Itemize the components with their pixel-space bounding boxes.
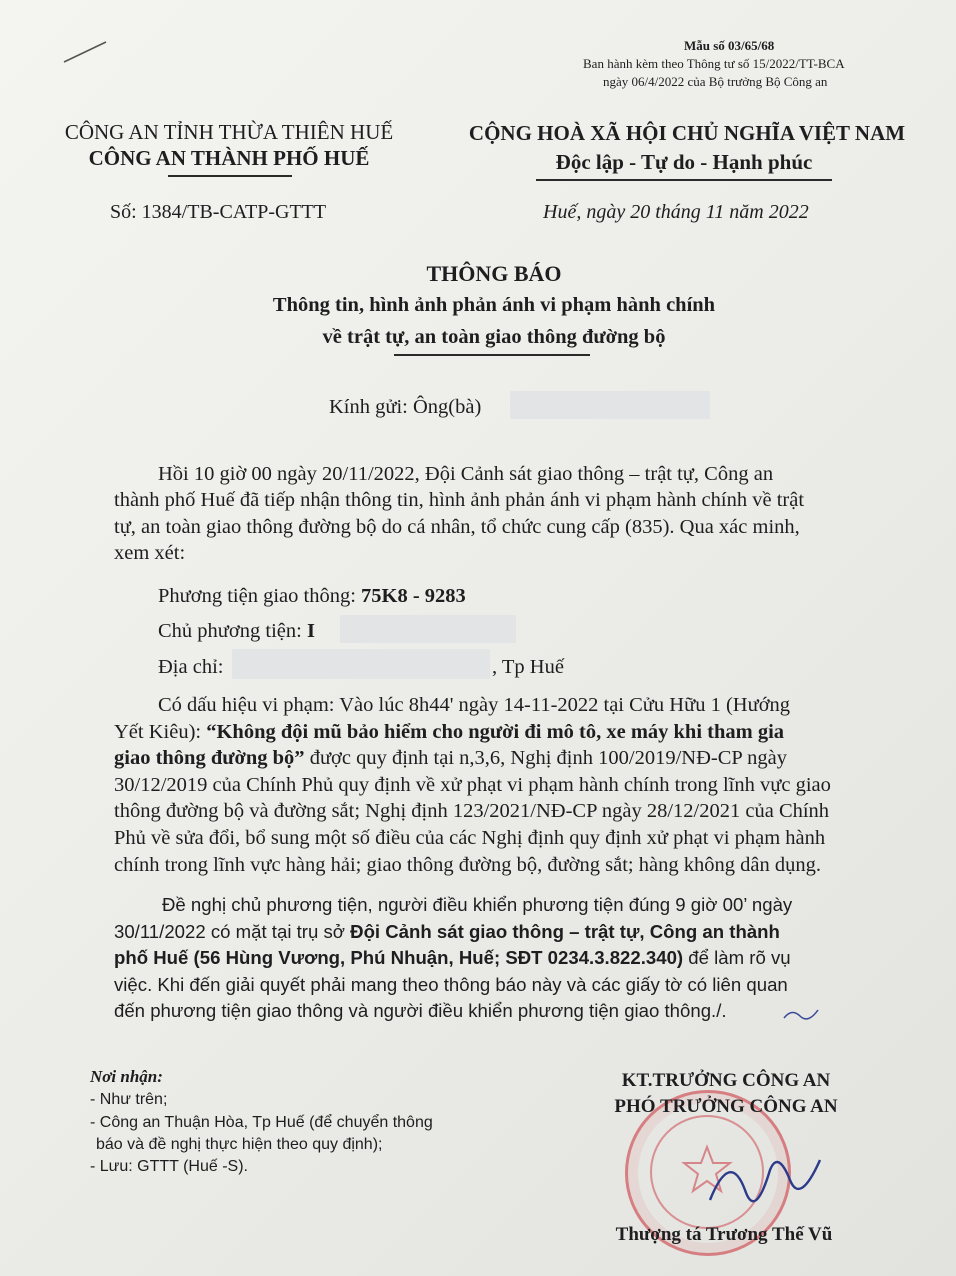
address-label: Địa chỉ: [158,656,224,678]
redacted-owner-name [340,615,516,643]
violation-offense-cont: giao thông đường bộ” [114,747,305,770]
title-underline [394,354,590,356]
violation-location: Yết Kiêu): [114,720,207,743]
request-line [114,945,904,972]
request-appear-at: 30/11/2022 có mặt tại trụ sở [114,920,351,942]
owner-label: Chủ phương tiện: [158,620,307,642]
redacted-address [232,649,490,679]
vehicle-label: Phương tiện giao thông: [158,585,362,607]
owner-row [158,618,315,644]
receiver-item: báo và đề nghị thực hiện theo quy định); [96,1136,383,1153]
owner-value: I [306,620,315,642]
intro-line: tự, an toàn giao thông đường bộ do cá nhân, tổ chức cung cấp (835). Qua xác minh, [114,515,800,538]
signer-name: Thượng tá Trương Thế Vũ [615,1224,833,1245]
issuer-underline [168,175,292,177]
intro-paragraph [114,461,894,567]
receiver-item: - Như trên; [90,1091,168,1108]
intro-line: Hồi 10 giờ 00 ngày 20/11/2022, Đội Cảnh sát giao thông – trật tự, Công an [158,463,774,485]
request-purpose: để làm rõ vụ [683,947,791,969]
violation-line: 30/12/2019 của Chính Phủ quy định về xử phạt vi phạm hành chính trong lĩnh vực giao [114,773,831,796]
form-number: Mẫu số 03/65/68 [684,38,775,53]
signature-title-1: KT.TRƯỞNG CÔNG AN [621,1070,831,1091]
doc-number: Số: 1384/TB-CATP-GTTT [110,201,327,223]
violation-line [114,745,894,772]
form-issued-with: Ban hành kèm theo Thông tư số 15/2022/TT-BCA [583,56,845,71]
violation-legal-basis: được quy định tại n,3,6, Nghị định 100/2019/NĐ-CP ngày [304,747,787,770]
pen-tick-icon [782,1004,822,1026]
issuer-line2: CÔNG AN THÀNH PHỐ HUẾ [88,146,370,170]
violation-offense: “Không đội mũ bảo hiểm cho người đi mô tô, xe máy khi tham gia [206,720,785,743]
request-line: đến phương tiện giao thông và người điều khiển phương tiện giao thông./. [114,1000,727,1022]
violation-line [114,719,894,746]
request-line: Đề nghị chủ phương tiện, người điều khiển phương tiện đúng 9 giờ 00’ ngày [162,894,793,915]
violation-paragraph [114,692,894,878]
national-motto: Độc lập - Tự do - Hạnh phúc [555,150,813,174]
issuer-line1: CÔNG AN TỈNH THỪA THIÊN HUẾ [64,120,394,144]
form-issued-date: ngày 06/4/2022 của Bộ trưởng Bộ Công an [603,74,828,89]
redacted-recipient-name [510,391,710,419]
request-office: Đội Cảnh sát giao thông – trật tự, Công an thành [350,920,780,942]
recipient-label: Kính gửi: Ông(bà) [329,396,482,418]
vehicle-plate: 75K8 - 9283 [361,585,466,607]
request-line: việc. Khi đến giải quyết phải mang theo thông báo này và các giấy tờ có liên quan [114,973,788,995]
notice-title: THÔNG BÁO [426,261,562,286]
intro-line: thành phố Huế đã tiếp nhận thông tin, hình ảnh phản ánh vi phạm hành chính về trật [114,489,805,512]
national-title: CỘNG HOÀ XÃ HỘI CHỦ NGHĨA VIỆT NAM [468,121,906,145]
motto-underline [536,179,832,181]
notice-subtitle-2: về trật tự, an toàn giao thông đường bộ [322,326,666,348]
notice-subtitle-1: Thông tin, hình ảnh phản ánh vi phạm hành chính [272,294,716,316]
request-line [114,919,904,946]
violation-line: chính trong lĩnh vực hàng hải; giao thông đường bộ, đường sắt; hàng không dân dụng. [114,853,821,876]
receiver-item: - Công an Thuận Hòa, Tp Huế (để chuyển thông [90,1114,433,1131]
violation-line: thông đường bộ và đường sắt; Nghị định 123/2021/NĐ-CP ngày 28/12/2021 của Chính [114,800,830,823]
receivers-title: Nơi nhận: [90,1067,163,1086]
address-suffix: , Tp Huế [492,656,564,678]
request-office-address: phố Huế (56 Hùng Vương, Phú Nhuận, Huế; SĐT 0234.3.822.340) [114,947,684,969]
receiver-item: - Lưu: GTTT (Huế -S). [90,1158,248,1175]
pen-mark-icon [60,38,110,68]
intro-line: xem xét: [114,542,186,565]
place-date: Huế, ngày 20 tháng 11 năm 2022 [543,201,809,223]
violation-line: Phủ về sửa đổi, bổ sung một số điều của các Nghị định quy định xử phạt vi phạm hành [114,826,826,849]
vehicle-row [158,583,466,609]
violation-line: Có dấu hiệu vi phạm: Vào lúc 8h44' ngày 14-11-2022 tại Cửu Hữu 1 (Hướng [158,694,791,716]
signature-title-2: PHÓ TRƯỞNG CÔNG AN [614,1096,838,1117]
